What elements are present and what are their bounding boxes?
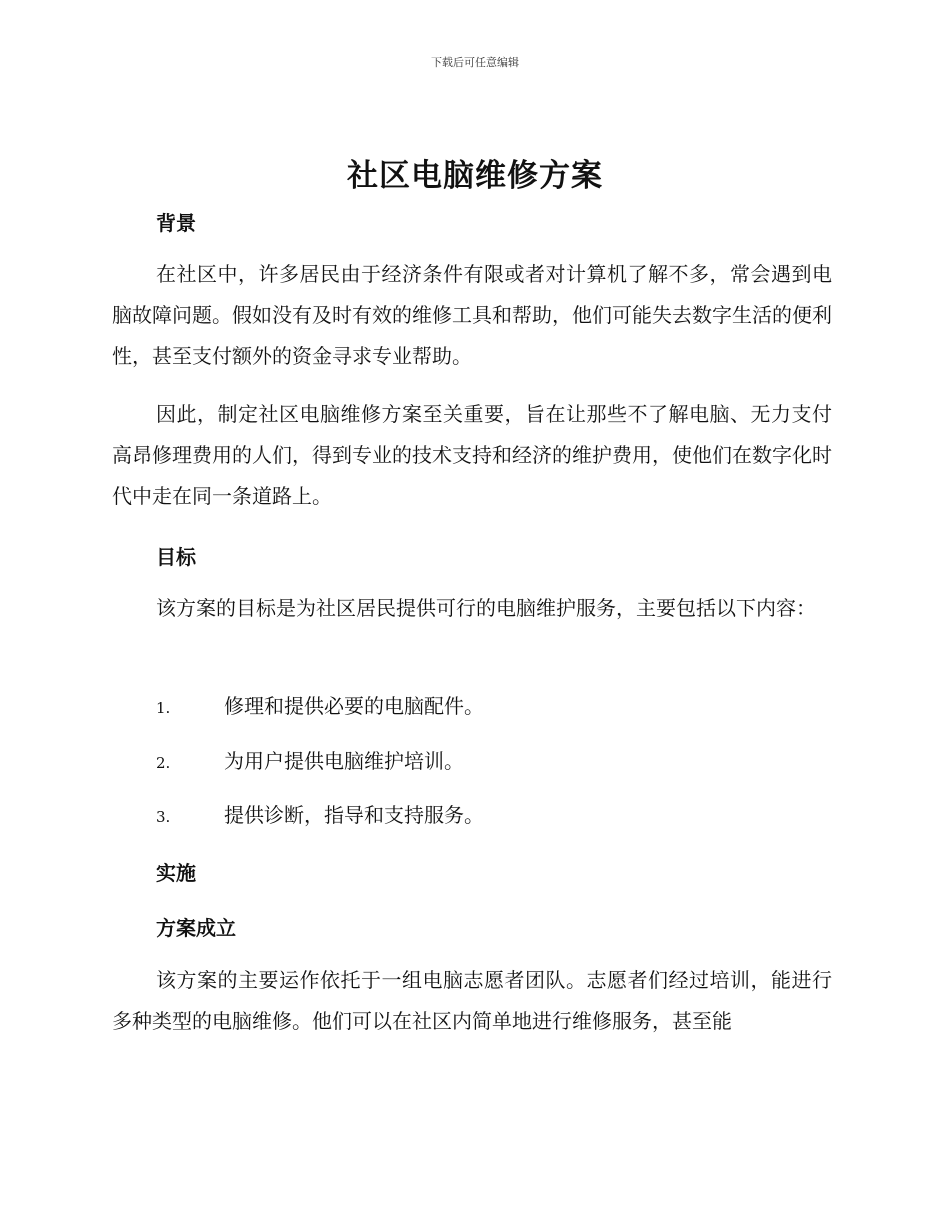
list-number: 3. (156, 808, 171, 826)
list-number: 2. (156, 754, 171, 772)
heading-implementation: 实施 (156, 861, 196, 885)
list-text: 提供诊断，指导和支持服务。 (224, 803, 484, 827)
background-paragraph-1: 在社区中，许多居民由于经济条件有限或者对计算机了解不多，常会遇到电脑故障问题。假如没有及时有效的维修工具和帮助，他们可能失去数字生活的便利性，甚至支付额外的资金寻求专业帮助。 (112, 262, 832, 368)
subheading-plan-established: 方案成立 (156, 916, 236, 940)
list-number: 1. (156, 699, 171, 717)
list-item (156, 691, 484, 721)
header-note: 下载后可任意编辑 (431, 56, 519, 69)
background-paragraph-2: 因此，制定社区电脑维修方案至关重要，旨在让那些不了解电脑、无力支付高昂修理费用的人们，得到专业的技术支持和经济的维护费用，使他们在数字化时代中走在同一条道路上。 (112, 402, 832, 508)
list-text: 修理和提供必要的电脑配件。 (224, 694, 484, 718)
list-text: 为用户提供电脑维护培训。 (224, 749, 464, 773)
heading-goals: 目标 (156, 545, 196, 569)
list-item (156, 800, 484, 830)
heading-background: 背景 (156, 211, 196, 235)
goals-paragraph: 该方案的目标是为社区居民提供可行的电脑维护服务，主要包括以下内容： (156, 596, 816, 620)
list-item (156, 746, 464, 776)
document-title: 社区电脑维修方案 (347, 158, 603, 194)
implementation-paragraph: 该方案的主要运作依托于一组电脑志愿者团队。志愿者们经过培训，能进行多种类型的电脑维修。他们可以在社区内简单地进行维修服务，甚至能 (112, 968, 832, 1033)
